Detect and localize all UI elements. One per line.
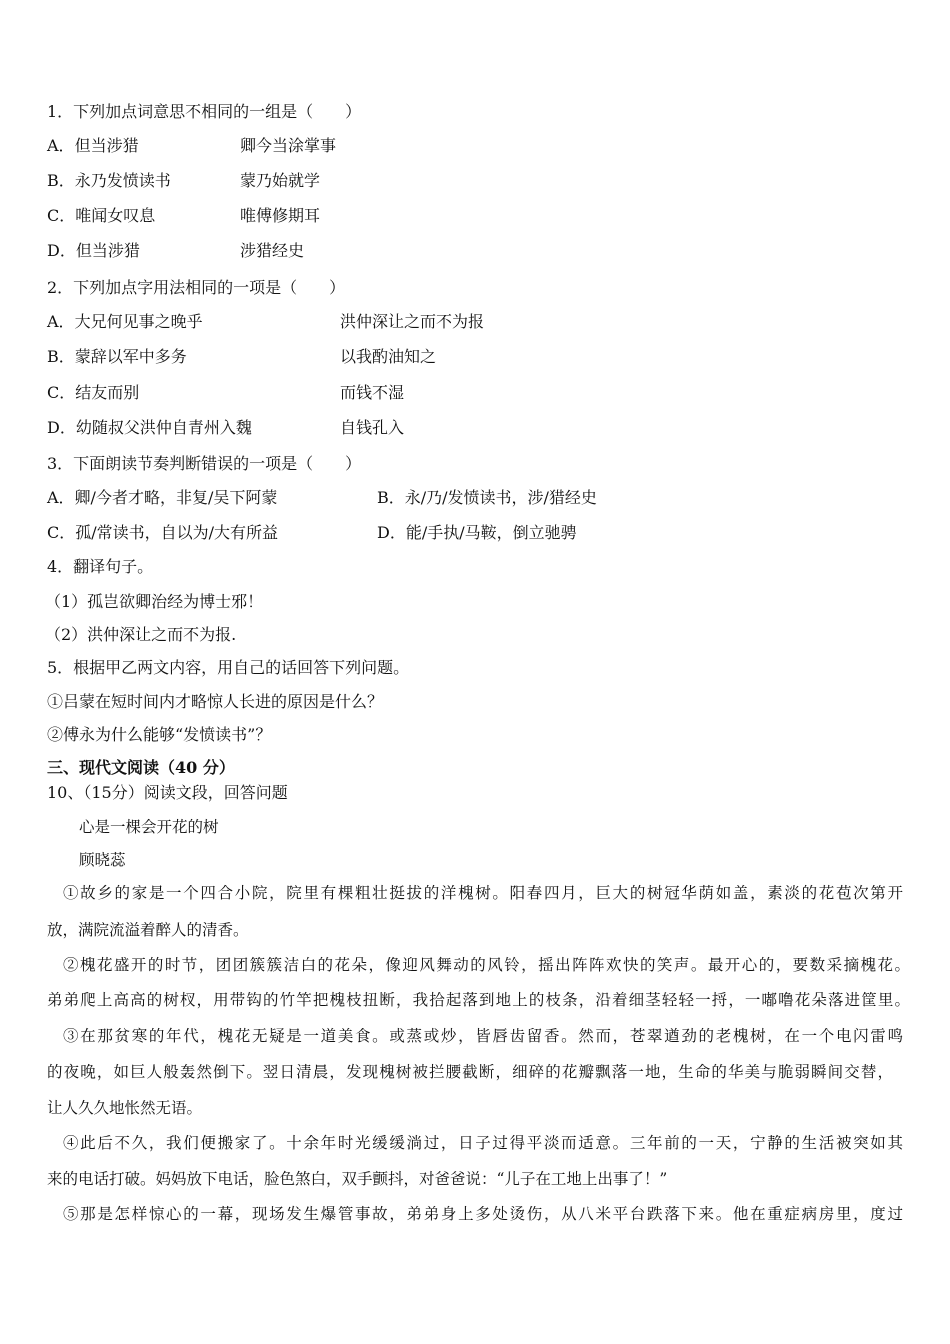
q4-stem: 4．翻译句子。: [47, 557, 154, 576]
paragraph-line: 的夜晚，如巨人般轰然倒下。翌日清晨，发现槐树被拦腰截断，细碎的花瓣飘落一地，生命的华美与脆弱瞬间交替，: [47, 1063, 893, 1081]
option-right: 洪仲深让之而不为报: [340, 312, 485, 331]
paragraph-line: ③在那贫寒的年代，槐花无疑是一道美食。或蒸或炒，皆唇齿留香。然而，苍翠遒劲的老槐树，在一个电闪雷鸣: [63, 1027, 903, 1045]
q4-item-1: （1）孤岂欲卿治经为博士邪！: [45, 592, 264, 611]
option-right: 卿今当涂掌事: [240, 136, 337, 155]
option-left: 大兄何见事之晚乎: [74, 312, 203, 331]
q1-stem: 1．下列加点词意思不相同的一组是（ ）: [47, 102, 362, 121]
option-right: 唯傅修期耳: [240, 206, 321, 225]
option-left: 但当涉猎: [75, 241, 140, 260]
q4-item-2: （2）洪仲深让之而不为报.: [45, 625, 237, 644]
option-label: C．: [47, 206, 76, 225]
q2-option-a: [47, 312, 647, 332]
option-label: D．: [47, 241, 76, 260]
paragraph-line: 让人久久地怅然无语。: [47, 1099, 203, 1117]
q3-option-a: A．卿/今者才略，非复/吴下阿蒙: [47, 488, 278, 507]
option-label: D．: [47, 418, 76, 437]
option-right: 自钱孔入: [340, 418, 405, 437]
q1-option-a: [47, 136, 647, 156]
paragraph-line: ②槐花盛开的时节，团团簇簇洁白的花朵，像迎风舞动的风铃，摇出阵阵欢快的笑声。最开心的，要数采摘槐花。: [63, 956, 910, 974]
option-right: 而钱不湿: [340, 383, 405, 402]
paragraph-line: ④此后不久，我们便搬家了。十余年时光缓缓淌过，日子过得平淡而适意。三年前的一天，宁静的生活被突如其: [63, 1134, 903, 1152]
q1-option-b: [47, 171, 647, 191]
option-right: 以我酌油知之: [340, 347, 437, 366]
q5-item-1: ①吕蒙在短时间内才略惊人长进的原因是什么？: [47, 692, 384, 711]
paragraph-line: 放，满院流溢着醉人的清香。: [47, 921, 249, 939]
paragraph-line: ⑤那是怎样惊心的一幕，现场发生爆管事故，弟弟身上多处烫伤，从八米平台跌落下来。他在重症病房里，度过: [63, 1205, 903, 1223]
option-left: 但当涉猎: [74, 136, 139, 155]
q2-stem: 2．下列加点字用法相同的一项是（ ）: [47, 278, 346, 297]
q2-option-b: [47, 347, 647, 367]
q3-stem: 3．下面朗读节奏判断错误的一项是（ ）: [47, 454, 362, 473]
q3-option-d: D．能/手执/马鞍，倒立驰骋: [377, 523, 577, 542]
q5-item-2: ②傅永为什么能够“发愤读书”？: [47, 725, 272, 744]
option-label: A．: [47, 312, 75, 331]
q3-option-b: B．永/乃/发愤读书，涉/猎经史: [377, 488, 597, 507]
option-right: 涉猎经史: [240, 241, 305, 260]
option-left: 结友而别: [75, 383, 140, 402]
option-label: A．: [47, 136, 75, 155]
option-label: C．: [47, 383, 76, 402]
option-label: B．: [47, 171, 75, 190]
paragraph-line: 来的电话打破。妈妈放下电话，脸色煞白，双手颤抖，对爸爸说：“儿子在工地上出事了！”: [47, 1170, 668, 1188]
paragraph-line: ①故乡的家是一个四合小院，院里有棵粗壮挺拔的洋槐树。阳春四月，巨大的树冠华荫如盖，素淡的花苞次第开: [63, 884, 903, 902]
option-left: 唯闻女叹息: [75, 206, 156, 225]
option-left: 幼随叔父洪仲自青州入魏: [75, 418, 252, 437]
q1-option-c: [47, 206, 647, 226]
q10-stem: 10、（15分）阅读文段，回答问题: [47, 783, 288, 802]
paragraph-line: 弟弟爬上高高的树杈，用带钩的竹竿把槐枝扭断，我拾起落到地上的枝条，沿着细茎轻轻一捋，一嘟噜花朵落进筐里。: [47, 991, 910, 1009]
q3-option-c: C．孤/常读书，自以为/大有所益: [47, 523, 279, 542]
article-title: 心是一棵会开花的树: [79, 818, 219, 836]
option-left: 蒙辞以军中多务: [74, 347, 187, 366]
q5-stem: 5．根据甲乙两文内容，用自己的话回答下列问题。: [47, 658, 410, 677]
option-label: B．: [47, 347, 75, 366]
option-left: 永乃发愤读书: [74, 171, 171, 190]
q2-option-c: [47, 383, 647, 403]
q1-option-d: [47, 241, 647, 261]
section-heading: 三、现代文阅读（40 分）: [47, 758, 235, 777]
option-right: 蒙乃始就学: [240, 171, 321, 190]
q2-option-d: [47, 418, 647, 438]
article-author: 顾晓蕊: [79, 851, 126, 869]
